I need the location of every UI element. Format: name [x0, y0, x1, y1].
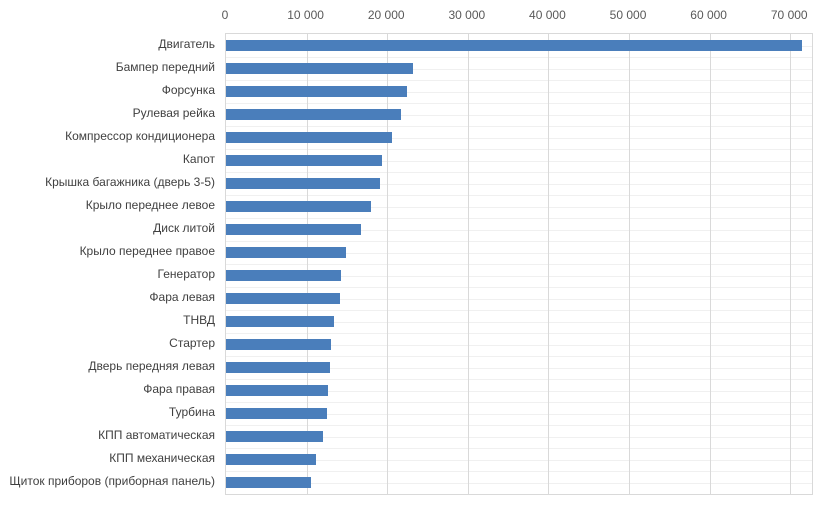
row-gridline	[226, 471, 812, 472]
bar	[226, 155, 382, 166]
category-label: Форсунка	[161, 83, 215, 97]
row-gridline	[226, 356, 812, 357]
row-gridline	[226, 57, 812, 58]
bar	[226, 178, 380, 189]
x-tick-label: 0	[221, 8, 229, 22]
row-gridline	[226, 310, 812, 311]
row-gridline	[226, 103, 812, 104]
category-label: Капот	[182, 152, 215, 166]
row-gridline	[226, 149, 812, 150]
category-label: Крыло переднее правое	[79, 244, 215, 258]
x-tick-label: 60 000	[690, 8, 727, 22]
row-gridline	[226, 379, 812, 380]
vertical-gridline	[790, 34, 791, 494]
bar	[226, 431, 323, 442]
bar	[226, 477, 311, 488]
bar	[226, 63, 413, 74]
category-label: Фара правая	[143, 382, 215, 396]
row-gridline	[226, 425, 812, 426]
bar	[226, 132, 392, 143]
category-label: ТНВД	[183, 313, 215, 327]
category-label: КПП механическая	[109, 451, 215, 465]
vertical-gridline	[387, 34, 388, 494]
category-label: Дверь передняя левая	[88, 359, 215, 373]
x-tick-label: 70 000	[770, 8, 808, 22]
x-tick-label: 10 000	[287, 8, 324, 22]
category-label: КПП автоматическая	[98, 428, 215, 442]
vertical-gridline	[629, 34, 630, 494]
category-label: Фара левая	[149, 290, 215, 304]
row-gridline	[226, 80, 812, 81]
row-gridline	[226, 264, 812, 265]
bar	[226, 247, 346, 258]
bar	[226, 293, 340, 304]
row-gridline	[226, 172, 812, 173]
plot-area	[225, 33, 813, 495]
category-label: Компрессор кондиционера	[65, 129, 215, 143]
bar	[226, 362, 330, 373]
row-gridline	[226, 402, 812, 403]
row-gridline	[226, 287, 812, 288]
category-label: Рулевая рейка	[132, 106, 215, 120]
vertical-gridline	[307, 34, 308, 494]
x-tick-label: 50 000	[609, 8, 647, 22]
bar	[226, 40, 802, 51]
category-label: Щиток приборов (приборная панель)	[9, 474, 215, 488]
row-gridline	[226, 126, 812, 127]
bar	[226, 270, 341, 281]
category-label: Бампер передний	[115, 60, 215, 74]
row-gridline	[226, 218, 812, 219]
x-tick-label: 30 000	[448, 8, 486, 22]
category-label: Турбина	[168, 405, 215, 419]
row-gridline	[226, 241, 812, 242]
row-gridline	[226, 448, 812, 449]
bar	[226, 316, 334, 327]
vertical-gridline	[548, 34, 549, 494]
x-tick-label: 20 000	[367, 8, 405, 22]
bar	[226, 339, 331, 350]
bar	[226, 86, 407, 97]
vertical-gridline	[468, 34, 469, 494]
category-label: Диск литой	[153, 221, 215, 235]
bar	[226, 109, 401, 120]
category-label: Двигатель	[158, 37, 215, 51]
bar	[226, 408, 327, 419]
vertical-gridline	[710, 34, 711, 494]
category-label: Крышка багажника (дверь 3-5)	[45, 175, 215, 189]
bar	[226, 385, 328, 396]
bar	[226, 454, 316, 465]
category-label: Крыло переднее левое	[85, 198, 215, 212]
row-gridline	[226, 483, 812, 484]
row-gridline	[226, 195, 812, 196]
category-label: Генератор	[157, 267, 215, 281]
bar	[226, 224, 361, 235]
row-gridline	[226, 333, 812, 334]
category-label: Стартер	[169, 336, 215, 350]
bar	[226, 201, 371, 212]
x-tick-label: 40 000	[529, 8, 566, 22]
